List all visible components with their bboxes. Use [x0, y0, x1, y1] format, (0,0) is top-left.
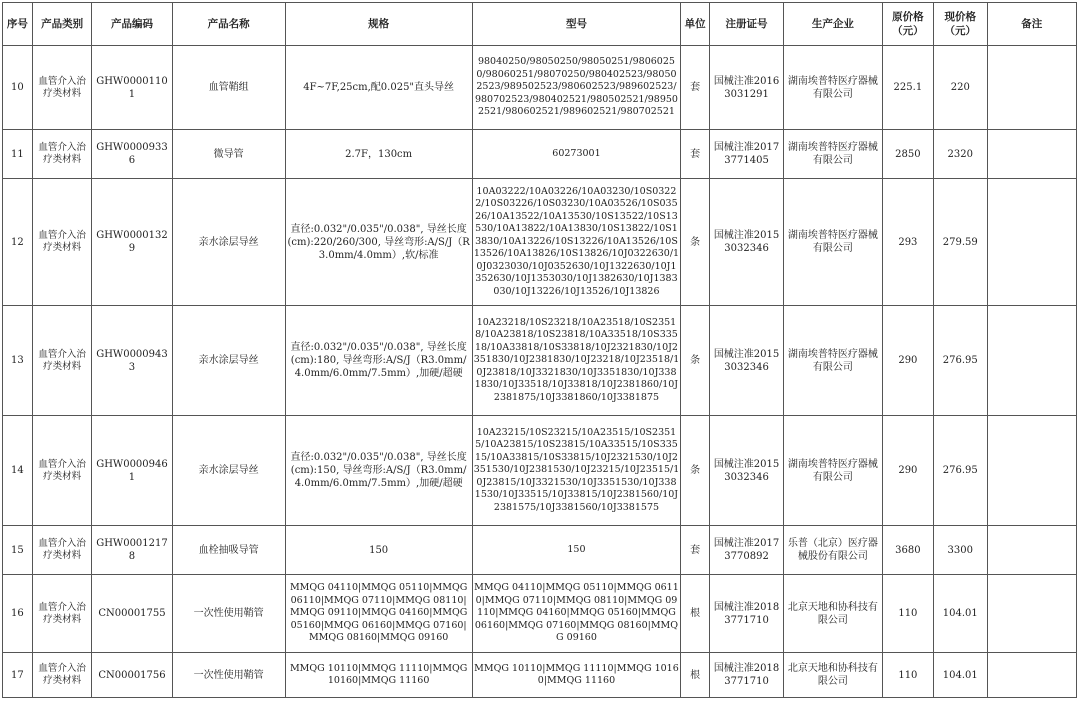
cell-code: CN00001755 — [92, 575, 172, 653]
cell-orig-price: 293 — [882, 179, 933, 306]
cell-cur-price: 104.01 — [934, 653, 987, 698]
cell-spec: 直径:0.032"/0.035"/0.038", 导丝长度(cm):220/260/300, 导丝弯形:A/S/J（R3.0mm/4.0mm）,软/标准 — [285, 179, 472, 306]
header-no: 序号 — [3, 3, 33, 46]
header-spec: 规格 — [285, 3, 472, 46]
cell-maker: 湖南埃普特医疗器械有限公司 — [784, 130, 883, 179]
cell-unit: 套 — [681, 46, 710, 130]
cell-category: 血管介入治疗类材料 — [32, 179, 92, 306]
cell-code: GHW00009433 — [92, 306, 172, 416]
table-row — [3, 575, 1077, 653]
table-row — [3, 526, 1077, 575]
cell-note — [987, 575, 1077, 653]
cell-name: 一次性使用鞘管 — [172, 575, 285, 653]
cell-model: 10A23215/10S23215/10A23515/10S23515/10A23815/10S23815/10A33515/10S33515/10A33815/10S33815/10J2321530/10J2351530/10J2381530/10J23215/10J23515/10J23815/10J3321530/10J3351530/10J3381530/10J33515/10J33815/10J2381560/10J2381575/10J3381560/10J3381575 — [472, 416, 681, 526]
table-row — [3, 179, 1077, 306]
cell-category: 血管介入治疗类材料 — [32, 46, 92, 130]
cell-code: GHW00001101 — [92, 46, 172, 130]
cell-code: GHW00012178 — [92, 526, 172, 575]
cell-unit: 套 — [681, 526, 710, 575]
cell-cur-price: 2320 — [934, 130, 987, 179]
cell-no: 13 — [3, 306, 33, 416]
cell-no: 15 — [3, 526, 33, 575]
cell-reg: 国械注准20173770892 — [710, 526, 784, 575]
header-reg: 注册证号 — [710, 3, 784, 46]
cell-cur-price: 276.95 — [934, 416, 987, 526]
cell-note — [987, 416, 1077, 526]
cell-no: 17 — [3, 653, 33, 698]
cell-note — [987, 526, 1077, 575]
cell-maker: 北京天地和协科技有限公司 — [784, 575, 883, 653]
cell-unit: 套 — [681, 130, 710, 179]
cell-code: GHW00001329 — [92, 179, 172, 306]
cell-cur-price: 279.59 — [934, 179, 987, 306]
cell-no: 14 — [3, 416, 33, 526]
cell-orig-price: 110 — [882, 575, 933, 653]
cell-no: 16 — [3, 575, 33, 653]
header-code: 产品编码 — [92, 3, 172, 46]
cell-model: 60273001 — [472, 130, 681, 179]
cell-no: 12 — [3, 179, 33, 306]
cell-reg: 国械注准20183771710 — [710, 575, 784, 653]
table-row — [3, 416, 1077, 526]
header-name: 产品名称 — [172, 3, 285, 46]
cell-name: 亲水涂层导丝 — [172, 179, 285, 306]
cell-name: 血管鞘组 — [172, 46, 285, 130]
cell-spec: 150 — [285, 526, 472, 575]
cell-orig-price: 2850 — [882, 130, 933, 179]
cell-spec: 2.7F，130cm — [285, 130, 472, 179]
cell-name: 亲水涂层导丝 — [172, 306, 285, 416]
cell-unit: 条 — [681, 179, 710, 306]
cell-reg: 国械注准20173771405 — [710, 130, 784, 179]
cell-note — [987, 130, 1077, 179]
cell-unit: 条 — [681, 416, 710, 526]
table-row — [3, 306, 1077, 416]
cell-maker: 乐普（北京）医疗器械股份有限公司 — [784, 526, 883, 575]
cell-note — [987, 653, 1077, 698]
cell-unit: 条 — [681, 306, 710, 416]
table-row — [3, 653, 1077, 698]
cell-spec: 直径:0.032"/0.035"/0.038", 导丝长度(cm):180, 导丝弯形:A/S/J（R3.0mm/4.0mm/6.0mm/7.5mm）,加硬/超硬 — [285, 306, 472, 416]
table-row — [3, 46, 1077, 130]
cell-maker: 北京天地和协科技有限公司 — [784, 653, 883, 698]
cell-note — [987, 306, 1077, 416]
cell-orig-price: 3680 — [882, 526, 933, 575]
cell-orig-price: 225.1 — [882, 46, 933, 130]
cell-reg: 国械注准20183771710 — [710, 653, 784, 698]
cell-model: MMQG 10110|MMQG 11110|MMQG 10160|MMQG 11160 — [472, 653, 681, 698]
cell-code: GHW00009336 — [92, 130, 172, 179]
cell-spec: MMQG 04110|MMQG 05110|MMQG 06110|MMQG 07110|MMQG 08110|MMQG 09110|MMQG 04160|MMQG 05160|MMQG 06160|MMQG 07160|MMQG 08160|MMQG 09160 — [285, 575, 472, 653]
price-table — [2, 2, 1077, 698]
header-cur-price: 现价格（元） — [934, 3, 987, 46]
cell-no: 10 — [3, 46, 33, 130]
cell-category: 血管介入治疗类材料 — [32, 575, 92, 653]
cell-category: 血管介入治疗类材料 — [32, 416, 92, 526]
header-note: 备注 — [987, 3, 1077, 46]
cell-reg: 国械注准20153032346 — [710, 416, 784, 526]
cell-spec: 直径:0.032"/0.035"/0.038", 导丝长度(cm):150, 导丝弯形:A/S/J（R3.0mm/4.0mm/6.0mm/7.5mm）,加硬/超硬 — [285, 416, 472, 526]
cell-category: 血管介入治疗类材料 — [32, 130, 92, 179]
cell-maker: 湖南埃普特医疗器械有限公司 — [784, 179, 883, 306]
cell-maker: 湖南埃普特医疗器械有限公司 — [784, 46, 883, 130]
cell-model: MMQG 04110|MMQG 05110|MMQG 06110|MMQG 07110|MMQG 08110|MMQG 09110|MMQG 04160|MMQG 05160|MMQG 06160|MMQG 07160|MMQG 08160|MMQG 09160 — [472, 575, 681, 653]
header-maker: 生产企业 — [784, 3, 883, 46]
cell-name: 亲水涂层导丝 — [172, 416, 285, 526]
cell-cur-price: 276.95 — [934, 306, 987, 416]
cell-name: 微导管 — [172, 130, 285, 179]
cell-cur-price: 104.01 — [934, 575, 987, 653]
header-category: 产品类别 — [32, 3, 92, 46]
cell-orig-price: 110 — [882, 653, 933, 698]
header-unit: 单位 — [681, 3, 710, 46]
cell-cur-price: 3300 — [934, 526, 987, 575]
cell-category: 血管介入治疗类材料 — [32, 526, 92, 575]
cell-maker: 湖南埃普特医疗器械有限公司 — [784, 306, 883, 416]
cell-spec: MMQG 10110|MMQG 11110|MMQG 10160|MMQG 11160 — [285, 653, 472, 698]
cell-reg: 国械注准20153032346 — [710, 179, 784, 306]
table-row — [3, 130, 1077, 179]
cell-unit: 根 — [681, 575, 710, 653]
cell-model: 98040250/98050250/98050251/98060250/98060251/98070250/980402523/980502523/989502523/980602523/989602523/980702523/980402521/980502521/989502521/980602521/989602521/980702521 — [472, 46, 681, 130]
cell-note — [987, 179, 1077, 306]
cell-reg: 国械注准20153032346 — [710, 306, 784, 416]
cell-unit: 根 — [681, 653, 710, 698]
cell-category: 血管介入治疗类材料 — [32, 306, 92, 416]
header-orig-price: 原价格（元） — [882, 3, 933, 46]
cell-model: 10A23218/10S23218/10A23518/10S23518/10A23818/10S23818/10A33518/10S33518/10A33818/10S33818/10J2321830/10J2351830/10J2381830/10J23218/10J23518/10J23818/10J3321830/10J3351830/10J3381830/10J33518/10J33818/10J2381860/10J2381875/10J3381860/10J3381875 — [472, 306, 681, 416]
cell-orig-price: 290 — [882, 306, 933, 416]
cell-name: 血栓抽吸导管 — [172, 526, 285, 575]
cell-reg: 国械注准20163031291 — [710, 46, 784, 130]
cell-model: 10A03222/10A03226/10A03230/10S03222/10S03226/10S03230/10A03526/10S03526/10A13522/10A13530/10S13522/10S13530/10A13822/10A13830/10S13822/10S13830/10A13226/10S13226/10A13526/10S13526/10A13826/10S13826/10J0322630/10J0323030/10J0352630/10J1322630/10J1352630/10J1353030/10J1382630/10J1383030/10J13226/10J13526/10J13826 — [472, 179, 681, 306]
cell-orig-price: 290 — [882, 416, 933, 526]
header-row — [3, 3, 1077, 46]
cell-cur-price: 220 — [934, 46, 987, 130]
cell-code: CN00001756 — [92, 653, 172, 698]
cell-model: 150 — [472, 526, 681, 575]
cell-category: 血管介入治疗类材料 — [32, 653, 92, 698]
header-model: 型号 — [472, 3, 681, 46]
cell-maker: 湖南埃普特医疗器械有限公司 — [784, 416, 883, 526]
cell-no: 11 — [3, 130, 33, 179]
cell-code: GHW00009461 — [92, 416, 172, 526]
cell-name: 一次性使用鞘管 — [172, 653, 285, 698]
cell-spec: 4F~7F,25cm,配0.025"直头导丝 — [285, 46, 472, 130]
cell-note — [987, 46, 1077, 130]
